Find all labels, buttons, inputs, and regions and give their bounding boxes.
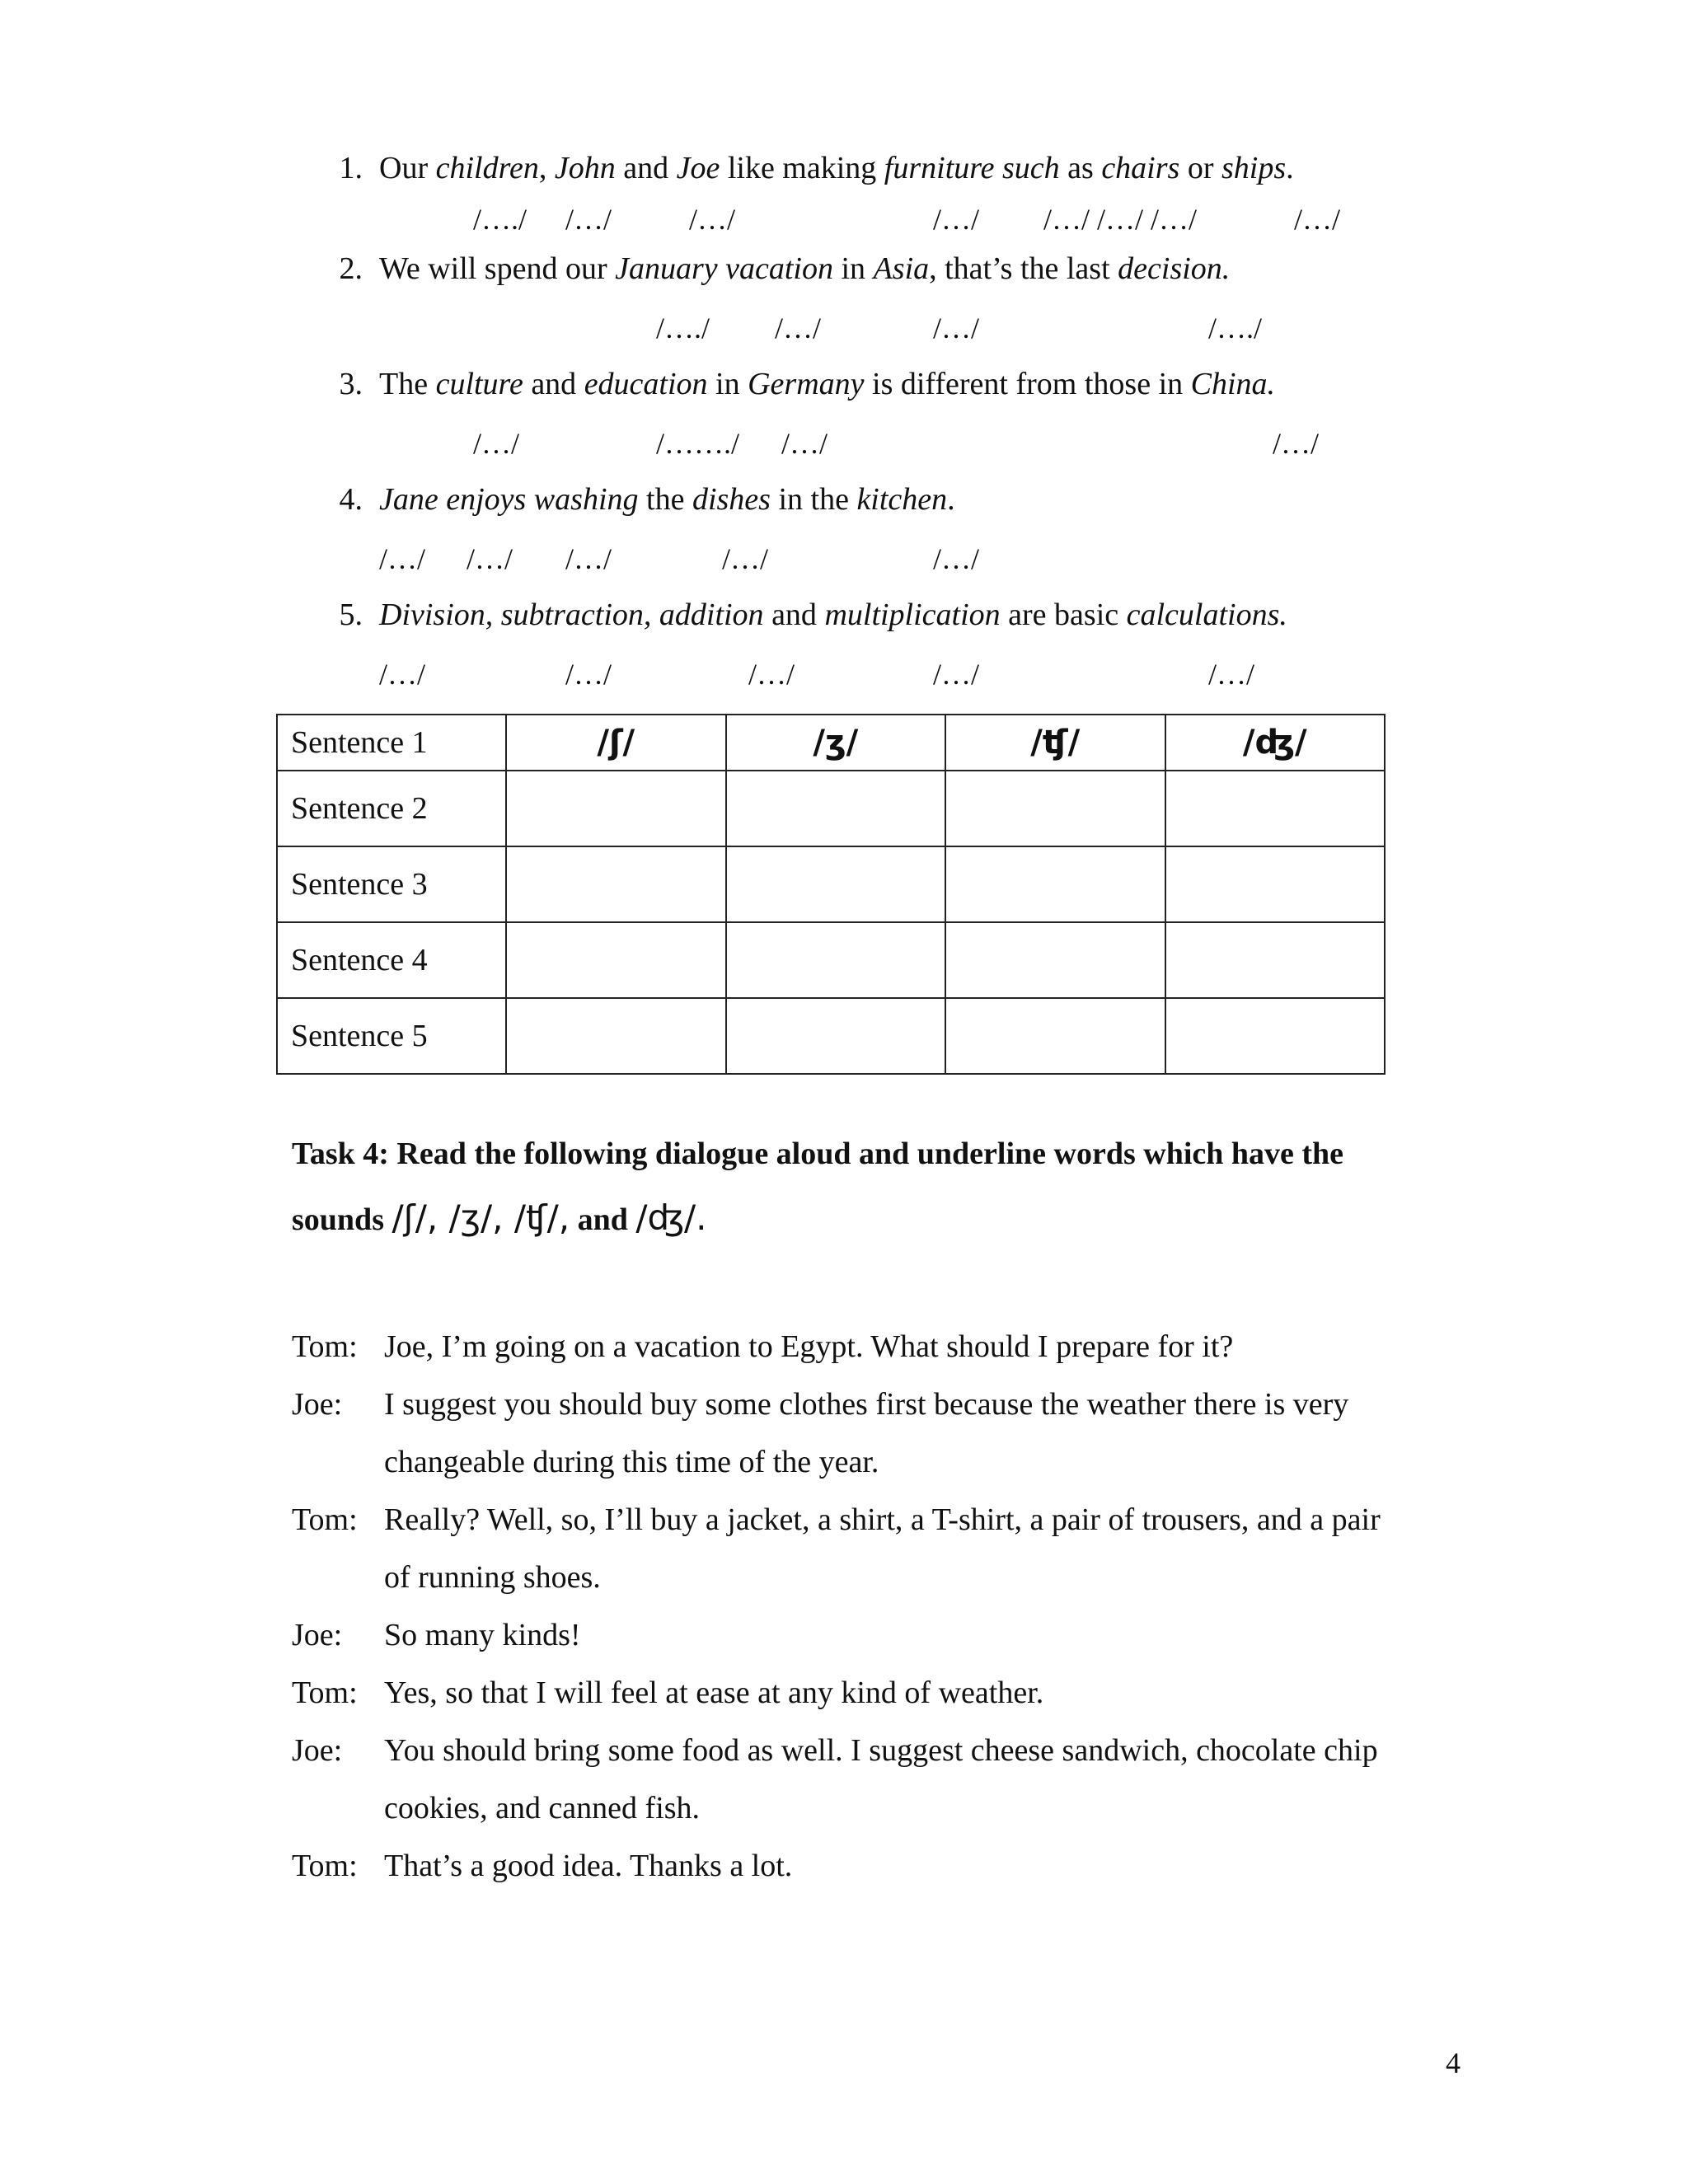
- blank: /…/: [781, 427, 828, 460]
- sentence-text: and: [615, 151, 677, 185]
- italic-word: children: [435, 151, 539, 185]
- dialogue-line: cookies, and canned fish.: [384, 1791, 701, 1825]
- sound-sh-header: /ʃ/: [506, 715, 726, 771]
- speaker-label: Tom:: [292, 1502, 358, 1537]
- sentence-text: in the: [770, 482, 857, 517]
- answer-cell[interactable]: [506, 998, 726, 1074]
- sentence-text: .: [947, 482, 955, 517]
- blank: /…/: [933, 542, 980, 575]
- sentence-1: [379, 148, 1294, 188]
- answer-cell[interactable]: [1165, 771, 1386, 846]
- sentence-number: 5.: [339, 598, 363, 632]
- answer-cell[interactable]: [726, 771, 946, 846]
- sentence-2: [379, 249, 1230, 288]
- sentence-text: in: [707, 367, 748, 401]
- answer-cell[interactable]: [506, 922, 726, 998]
- answer-cell[interactable]: [726, 998, 946, 1074]
- answer-cell[interactable]: [945, 922, 1165, 998]
- italic-word: ships: [1221, 151, 1287, 185]
- italic-word: January vacation: [615, 251, 833, 286]
- blank: /…./: [473, 203, 528, 236]
- sentence-number: 3.: [339, 367, 363, 401]
- sentence-text: The: [379, 367, 436, 401]
- blank: /…/: [467, 542, 513, 575]
- speaker-label: Tom:: [292, 1675, 358, 1710]
- speaker-label: Joe:: [292, 1733, 343, 1768]
- blank: /…/: [565, 203, 612, 236]
- row-label: Sentence 3: [277, 846, 506, 922]
- task-heading-sounds: [292, 1198, 706, 1240]
- sounds-table: [276, 714, 1386, 1075]
- blank: /…/ /…/ /…/: [1043, 203, 1198, 236]
- blank: /…/: [1294, 203, 1341, 236]
- sentence-text: as: [1059, 151, 1102, 185]
- sentence-text: , that’s the last: [929, 251, 1118, 286]
- task-sounds-last: /ʤ/.: [635, 1197, 707, 1238]
- sentence-text: is different from those in: [864, 367, 1191, 401]
- sentence-text: and: [763, 598, 825, 632]
- speaker-label: Tom:: [292, 1329, 358, 1364]
- sentence-number: 1.: [339, 151, 363, 185]
- sentence-number: 4.: [339, 482, 363, 517]
- italic-word: China.: [1190, 367, 1276, 401]
- answer-cell[interactable]: [506, 771, 726, 846]
- table-row: [277, 922, 1385, 998]
- speaker-label: Joe:: [292, 1618, 343, 1652]
- table-row: [277, 715, 1385, 771]
- italic-word: culture: [435, 367, 523, 401]
- italic-word: Germany: [748, 367, 865, 401]
- italic-word: Joe: [676, 151, 720, 185]
- dialogue-line: Really? Well, so, I’ll buy a jacket, a shirt, a T-shirt, a pair of trousers, and a pair: [384, 1502, 1381, 1537]
- italic-word: furniture such: [884, 151, 1060, 185]
- sentence-text: .: [1286, 151, 1294, 185]
- table-row: [277, 771, 1385, 846]
- italic-word: Jane enjoys washing: [379, 482, 639, 517]
- task-heading: Task 4: Read the following dialogue aloud and underline words which have the: [292, 1137, 1344, 1171]
- dialogue-line: changeable during this time of the year.: [384, 1445, 879, 1479]
- blank: /…/: [379, 658, 426, 691]
- sound-ch-header: /ʧ/: [945, 715, 1165, 771]
- blank: /…/: [565, 658, 612, 691]
- answer-cell[interactable]: [945, 998, 1165, 1074]
- sentence-text: are basic: [1000, 598, 1127, 632]
- sentence-number: 2.: [339, 251, 363, 286]
- speaker-label: Joe:: [292, 1387, 343, 1422]
- row-label: Sentence 1: [277, 715, 506, 771]
- blank: /…/: [379, 542, 426, 575]
- sentence-3: [379, 364, 1275, 404]
- sound-zh-header: /ʒ/: [726, 715, 946, 771]
- sentence-text: Our: [379, 151, 436, 185]
- sentence-text: in: [833, 251, 874, 286]
- sound-dj-header: /ʤ/: [1165, 715, 1386, 771]
- sentence-text: and: [523, 367, 584, 401]
- sentence-text: the: [638, 482, 692, 517]
- dialogue-line: of running shoes.: [384, 1560, 601, 1595]
- dialogue-line: Joe, I’m going on a vacation to Egypt. What should I prepare for it?: [384, 1329, 1234, 1364]
- task-sounds-prefix: sounds: [292, 1202, 392, 1237]
- italic-word: calculations.: [1126, 598, 1287, 632]
- blank: /…/: [565, 542, 612, 575]
- italic-word: education: [584, 367, 708, 401]
- italic-word: Asia: [873, 251, 930, 286]
- dialogue-line: I suggest you should buy some clothes first because the weather there is very: [384, 1387, 1349, 1422]
- task-sounds-and: and: [570, 1202, 636, 1237]
- row-label: Sentence 5: [277, 998, 506, 1074]
- answer-cell[interactable]: [506, 846, 726, 922]
- answer-cell[interactable]: [945, 846, 1165, 922]
- answer-cell[interactable]: [1165, 922, 1386, 998]
- row-label: Sentence 4: [277, 922, 506, 998]
- italic-word: kitchen: [856, 482, 948, 517]
- italic-word: decision.: [1118, 251, 1231, 286]
- blank: /……./: [656, 427, 740, 460]
- dialogue-line: Yes, so that I will feel at ease at any kind of weather.: [384, 1675, 1044, 1710]
- blank: /…/: [689, 203, 736, 236]
- blank: /…./: [656, 312, 710, 344]
- italic-word: multiplication: [824, 598, 1001, 632]
- italic-word: dishes: [692, 482, 771, 517]
- sentence-text: or: [1179, 151, 1221, 185]
- blank: /…/: [933, 312, 980, 344]
- answer-cell[interactable]: [1165, 846, 1386, 922]
- blank: /…/: [473, 427, 520, 460]
- answer-cell[interactable]: [1165, 998, 1386, 1074]
- sentence-text: like making: [720, 151, 884, 185]
- blank: /…/: [1273, 427, 1320, 460]
- answer-cell[interactable]: [945, 771, 1165, 846]
- dialogue-line: You should bring some food as well. I suggest cheese sandwich, chocolate chip: [384, 1733, 1378, 1768]
- dialogue-line: That’s a good idea. Thanks a lot.: [384, 1849, 793, 1883]
- blank: /…/: [1208, 658, 1255, 691]
- sentence-5: [379, 595, 1287, 635]
- blank: /…/: [933, 658, 980, 691]
- row-label: Sentence 2: [277, 771, 506, 846]
- answer-cell[interactable]: [726, 846, 946, 922]
- italic-word: John: [554, 151, 616, 185]
- sentence-text: We will spend our: [379, 251, 616, 286]
- blank: /…./: [1208, 312, 1263, 344]
- table-row: [277, 846, 1385, 922]
- task-sounds-ipa: /ʃ/, /ʒ/, /ʧ/,: [392, 1197, 570, 1238]
- italic-word: Division, subtraction, addition: [379, 598, 764, 632]
- answer-cell[interactable]: [726, 922, 946, 998]
- blank: /…/: [748, 658, 795, 691]
- dialogue-line: So many kinds!: [384, 1618, 581, 1652]
- italic-word: chairs: [1101, 151, 1180, 185]
- blank: /…/: [722, 542, 769, 575]
- sentence-4: [379, 480, 955, 519]
- table-row: [277, 998, 1385, 1074]
- sentence-text: ,: [538, 151, 555, 185]
- blank: /…/: [775, 312, 822, 344]
- page-number: 4: [1446, 2046, 1461, 2079]
- speaker-label: Tom:: [292, 1849, 358, 1883]
- blank: /…/: [933, 203, 980, 236]
